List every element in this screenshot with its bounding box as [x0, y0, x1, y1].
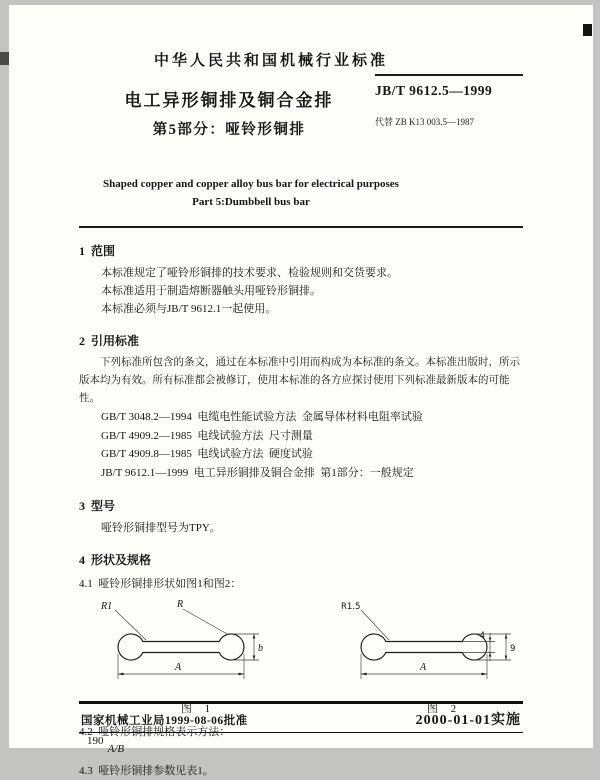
- arrowhead: [489, 637, 492, 641]
- arrowhead: [505, 655, 508, 660]
- arrowhead: [361, 673, 367, 676]
- clause-2-heading: 2 引用标准: [79, 334, 140, 349]
- approval-statement: 国家机械工业局1999-08-06批准: [81, 715, 248, 727]
- english-title-block: [29, 178, 473, 208]
- figures-row: [93, 597, 523, 716]
- footer-row: [79, 704, 523, 732]
- title-line-2: 第5部分：哑铃形铜排: [152, 122, 306, 138]
- dimension-label-b: b: [258, 642, 263, 654]
- dimension-label-web: 4: [479, 630, 485, 641]
- superseded-standard: 代替 ZB K13 003.5—1987: [375, 117, 475, 127]
- dimension-label-r1-5: R1.5: [341, 601, 361, 612]
- scan-artifact: [583, 24, 592, 36]
- arrowhead: [253, 655, 256, 660]
- clause-4-heading: 4 形状及规格: [79, 552, 152, 567]
- dimension-label-r: R: [177, 598, 184, 610]
- arrowhead: [239, 673, 245, 676]
- title-line-1: 电工异形铜排及铜合金排: [124, 91, 334, 110]
- spec-formula: A/B: [107, 743, 125, 756]
- dimension-label-a: A: [419, 661, 427, 673]
- referenced-standard: GB/T 3048.2—1994 电缆电性能试验方法 金属导体材料电阻率试验: [101, 410, 423, 423]
- figure-2-diagram: [339, 597, 549, 695]
- arrowhead: [118, 673, 124, 676]
- title-block: [79, 83, 523, 164]
- subclause-4-1: 4.1 哑铃形铜排形状如图1和图2：: [79, 577, 242, 590]
- dumbbell-outline: [118, 634, 244, 660]
- figure-1-diagram: [93, 597, 303, 695]
- figure-2: [339, 597, 549, 716]
- subclause-4-3: 4.3 哑铃形铜排参数见表1。: [79, 765, 214, 778]
- figure-1: [93, 597, 303, 716]
- referenced-standard: GB/T 4909.8—1985 电线试验方法 硬度试验: [101, 448, 313, 461]
- scan-artifact: [0, 52, 9, 65]
- arrowhead: [482, 673, 488, 676]
- dimension-label-a: A: [174, 661, 182, 673]
- standard-organization-title: 中华人民共和国机械行业标准: [153, 53, 388, 69]
- arrowhead: [489, 652, 492, 656]
- dumbbell-outline: [361, 634, 487, 660]
- figure-1-caption: 图 1: [180, 702, 216, 715]
- dimension-label-dia: 9: [510, 643, 516, 654]
- clause-3-paragraph: 哑铃形铜排型号为TPY。: [101, 521, 221, 534]
- english-title-line-1: Shaped copper and copper alloy bus bar for electrical purposes: [103, 178, 399, 190]
- clause-1-paragraph: 本标准适用于制造熔断器触头用哑铃形铜排。: [101, 285, 321, 298]
- arrowhead: [505, 634, 508, 639]
- page-footer: [79, 701, 523, 733]
- document-page: [9, 5, 593, 778]
- clause-3-heading: 3 型号: [79, 498, 116, 513]
- footer-divider-bottom: [79, 732, 523, 733]
- figure-2-caption: 图 2: [426, 702, 462, 715]
- page-number: 190: [87, 735, 104, 747]
- standard-number-block: [375, 74, 523, 128]
- clause-1-paragraph: 本标准必须与JB/T 9612.1一起使用。: [101, 303, 277, 316]
- arrowhead: [253, 634, 256, 639]
- clause-2-intro: 下列标准所包含的条文，通过在本标准中引用而构成为本标准的条文。本标准出版时，所示版本均为有效。所有标准都会被修订，使用本标准的各方应探讨使用下列标准最新版本的可能性。: [79, 357, 520, 405]
- header-divider: [79, 226, 523, 228]
- leader-line-r1: [115, 610, 146, 640]
- clause-1-paragraph: 本标准规定了哑铃形铜排的技术要求、检验规则和交货要求。: [101, 267, 398, 279]
- subclause-4-2: 4.2 哑铃形铜排规格表示方法：: [79, 725, 231, 738]
- referenced-standard: GB/T 4909.2—1985 电线试验方法 尺寸测量: [101, 429, 313, 442]
- referenced-standard: JB/T 9612.1—1999 电工异形铜排及铜合金排 第1部分：一般规定: [101, 467, 414, 480]
- dimension-label-r1: R1: [101, 600, 113, 612]
- leader-line-r: [183, 609, 229, 635]
- clause-1-heading: 1 范围: [79, 244, 116, 258]
- standard-number: JB/T 9612.5—1999: [375, 83, 493, 98]
- leader-line-r1-5: [361, 610, 389, 640]
- implementation-date: 2000-01-01实施: [415, 713, 521, 728]
- page-content: [9, 5, 593, 780]
- english-title-line-2: Part 5:Dumbbell bus bar: [192, 196, 310, 208]
